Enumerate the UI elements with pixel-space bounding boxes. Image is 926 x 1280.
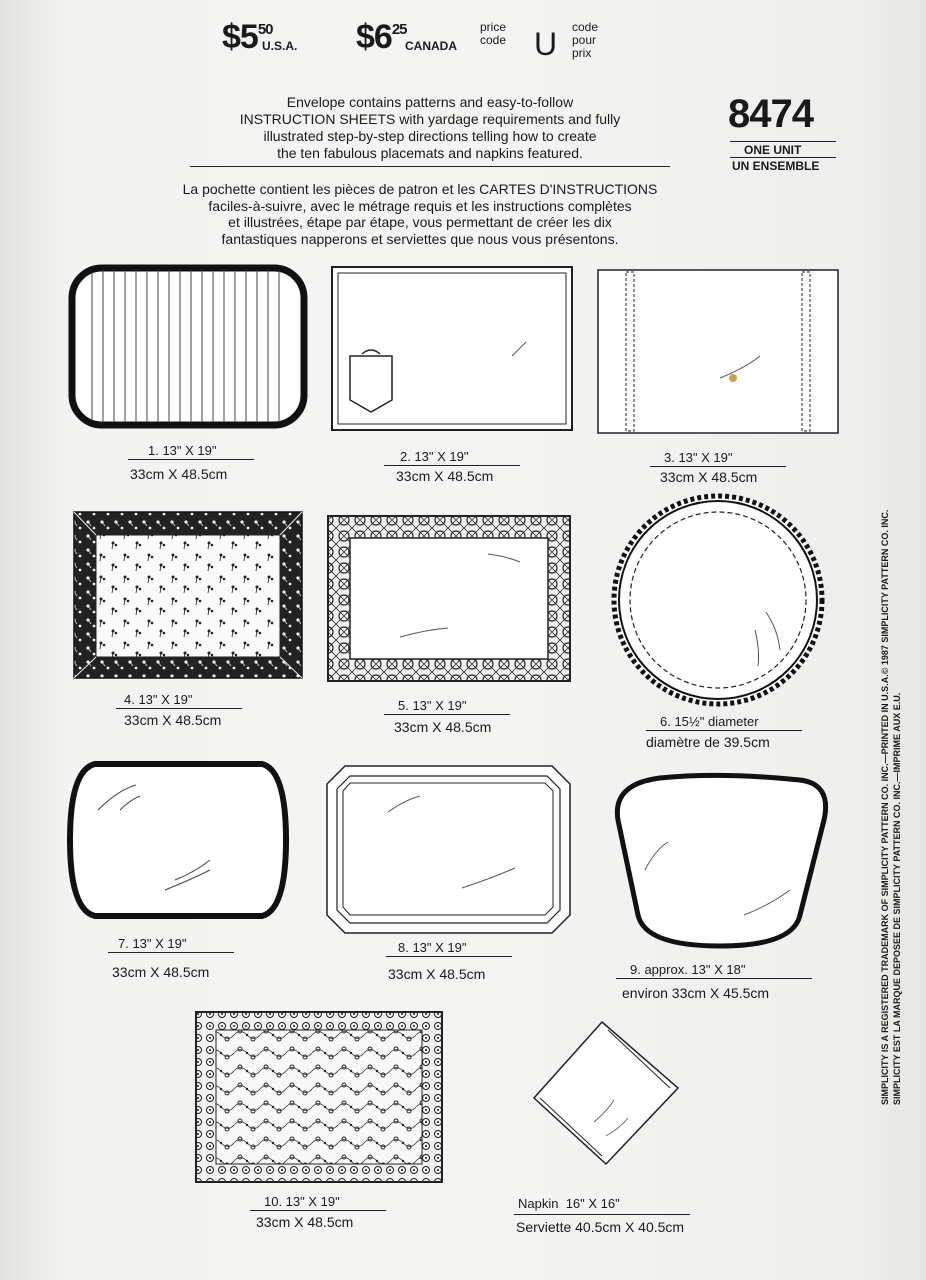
caption-1-metric: 33cm X 48.5cm <box>130 466 228 482</box>
caption-2-rule <box>384 465 520 466</box>
caption-8-rule <box>386 956 512 957</box>
caption-10-metric: 33cm X 48.5cm <box>256 1214 354 1230</box>
placemat-5 <box>328 516 570 681</box>
caption-napkin-metric: Serviette 40.5cm X 40.5cm <box>516 1219 685 1235</box>
caption-4-metric: 33cm X 48.5cm <box>124 712 222 728</box>
usa-label: U.S.A. <box>262 39 298 53</box>
caption-3-label: 3. 13" X 19" <box>664 450 733 465</box>
placemat-8 <box>327 766 570 933</box>
placemat-7 <box>70 764 286 916</box>
caption-8-metric: 33cm X 48.5cm <box>388 966 486 982</box>
caption-7-metric: 33cm X 48.5cm <box>112 964 210 980</box>
placemat-4 <box>74 512 302 678</box>
caption-9-label: 9. approx. 13" X 18" <box>630 962 746 977</box>
pattern-number: 8474 <box>728 92 813 136</box>
placemat-9 <box>617 775 825 946</box>
placemat-3 <box>598 270 838 433</box>
canada-label: CANADA <box>405 39 457 53</box>
placemat-10 <box>196 1012 442 1182</box>
caption-3-metric: 33cm X 48.5cm <box>660 469 758 485</box>
unit-fr: UN ENSEMBLE <box>732 159 820 173</box>
placemat-6 <box>614 496 822 704</box>
caption-5-label: 5. 13" X 19" <box>398 698 467 713</box>
napkin <box>534 1022 678 1164</box>
placemat-1 <box>72 268 304 425</box>
caption-2-label: 2. 13" X 19" <box>400 449 469 464</box>
caption-9-rule <box>616 978 812 979</box>
caption-8-label: 8. 13" X 19" <box>398 940 467 955</box>
caption-3-rule <box>650 466 786 467</box>
caption-10-rule <box>250 1210 386 1211</box>
caption-9-metric: environ 33cm X 45.5cm <box>622 985 770 1001</box>
placemat-2 <box>332 267 572 430</box>
usa-price: $\$5^{50}$ <box>222 18 273 56</box>
caption-1-label: 1. 13" X 19" <box>148 443 217 458</box>
caption-5-metric: 33cm X 48.5cm <box>394 719 492 735</box>
caption-2-metric: 33cm X 48.5cm <box>396 468 494 484</box>
unit-en: ONE UNIT <box>744 143 802 157</box>
caption-6-metric: diamètre de 39.5cm <box>646 734 770 750</box>
caption-napkin-label: Napkin 16" X 16" <box>518 1196 620 1211</box>
caption-napkin-rule <box>514 1214 690 1215</box>
price-code-label: price code <box>480 20 507 47</box>
caption-7-label: 7. 13" X 19" <box>118 936 187 951</box>
legal-notice: SIMPLICITY IS A REGISTERED TRADEMARK OF SIMPLICITY PATTERN CO. INC.—PRINTED IN U.S.A.© 1987 SIMPLICITY PATTERN CO. INC. SIMPLICITY EST LA MARQUE DEPOSEE DE SIMPLICITY PATTERN CO. INC.—IMPRIME AUX E.U. <box>880 509 902 1105</box>
intro-english: Envelope contains patterns and easy-to-follow INSTRUCTION SHEETS with yardage requirements and fully illustrated step-by-step directions telling how to create the ten fabulous placemats and napkins featured. <box>239 94 621 161</box>
intro-french: La pochette contient les pièces de patron et les CARTES D'INSTRUCTIONS faciles-à-suivre, avec le métrage requis et les instructions complètes et illustrées, étape par étape, vous permettant de créer les dix fantastiques napperons et serviettes que nous vous présentons. <box>182 181 658 247</box>
caption-4-rule <box>116 708 242 709</box>
caption-4-label: 4. 13" X 19" <box>124 692 193 707</box>
caption-6-label: 6. 15½" diameter <box>660 714 759 729</box>
caption-7-rule <box>108 952 234 953</box>
caption-1-rule <box>128 459 254 460</box>
canada-price: $\$6^{25}$ <box>356 18 407 56</box>
caption-6-rule <box>646 730 802 731</box>
caption-5-rule <box>384 714 510 715</box>
price-code-value: U <box>534 26 558 62</box>
price-code-label-fr: code pour prix <box>572 20 599 60</box>
caption-10-label: 10. 13" X 19" <box>264 1194 340 1209</box>
